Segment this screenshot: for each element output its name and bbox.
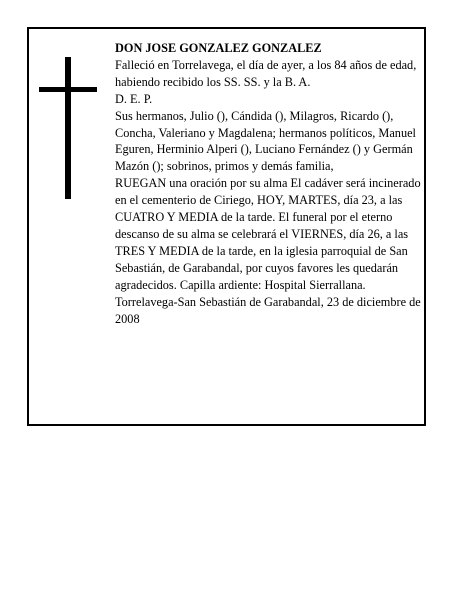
deceased-name: DON JOSE GONZALEZ GONZALEZ xyxy=(115,41,322,55)
obituary-notice xyxy=(27,27,426,426)
sacraments-line: habiendo recibido los SS. SS. y la B. A. xyxy=(115,74,311,89)
rest-in-peace: D. E. P. xyxy=(115,91,153,106)
latin-cross-icon xyxy=(39,57,97,199)
cross-horizontal-bar xyxy=(39,87,97,92)
death-details: Falleció en Torrelavega, el día de ayer, a los 84 años de edad, xyxy=(115,57,417,72)
notice-text xyxy=(115,40,423,327)
cross-vertical-bar xyxy=(65,57,71,199)
place-and-date: Torrelavega-San Sebastián de Garabandal, 23 de diciembre de 2008 xyxy=(115,294,421,326)
funeral-details: RUEGAN una oración por su alma El cadáver será incinerado en el cementerio de Ciriego, HOY, MARTES, día 23, a las CUATRO Y MEDIA de la tarde. El funeral por el eterno descanso de su alma se celebrará el VIERNES, día 26, a las TRES Y MEDIA de la tarde, en la iglesia parroquial de San Sebastián, de Garabandal, por cuyos favores les quedarán agradecidos. Capilla ardiente: Hospital Sierrallana. xyxy=(115,176,421,292)
family-members: Sus hermanos, Julio (), Cándida (), Milagros, Ricardo (), Concha, Valeriano y Magdalena; hermanos políticos, Manuel Eguren, Herminio Alperi (), Luciano Fernández () y Germán Mazón (); sobrinos, primos y demás familia, xyxy=(115,108,416,174)
